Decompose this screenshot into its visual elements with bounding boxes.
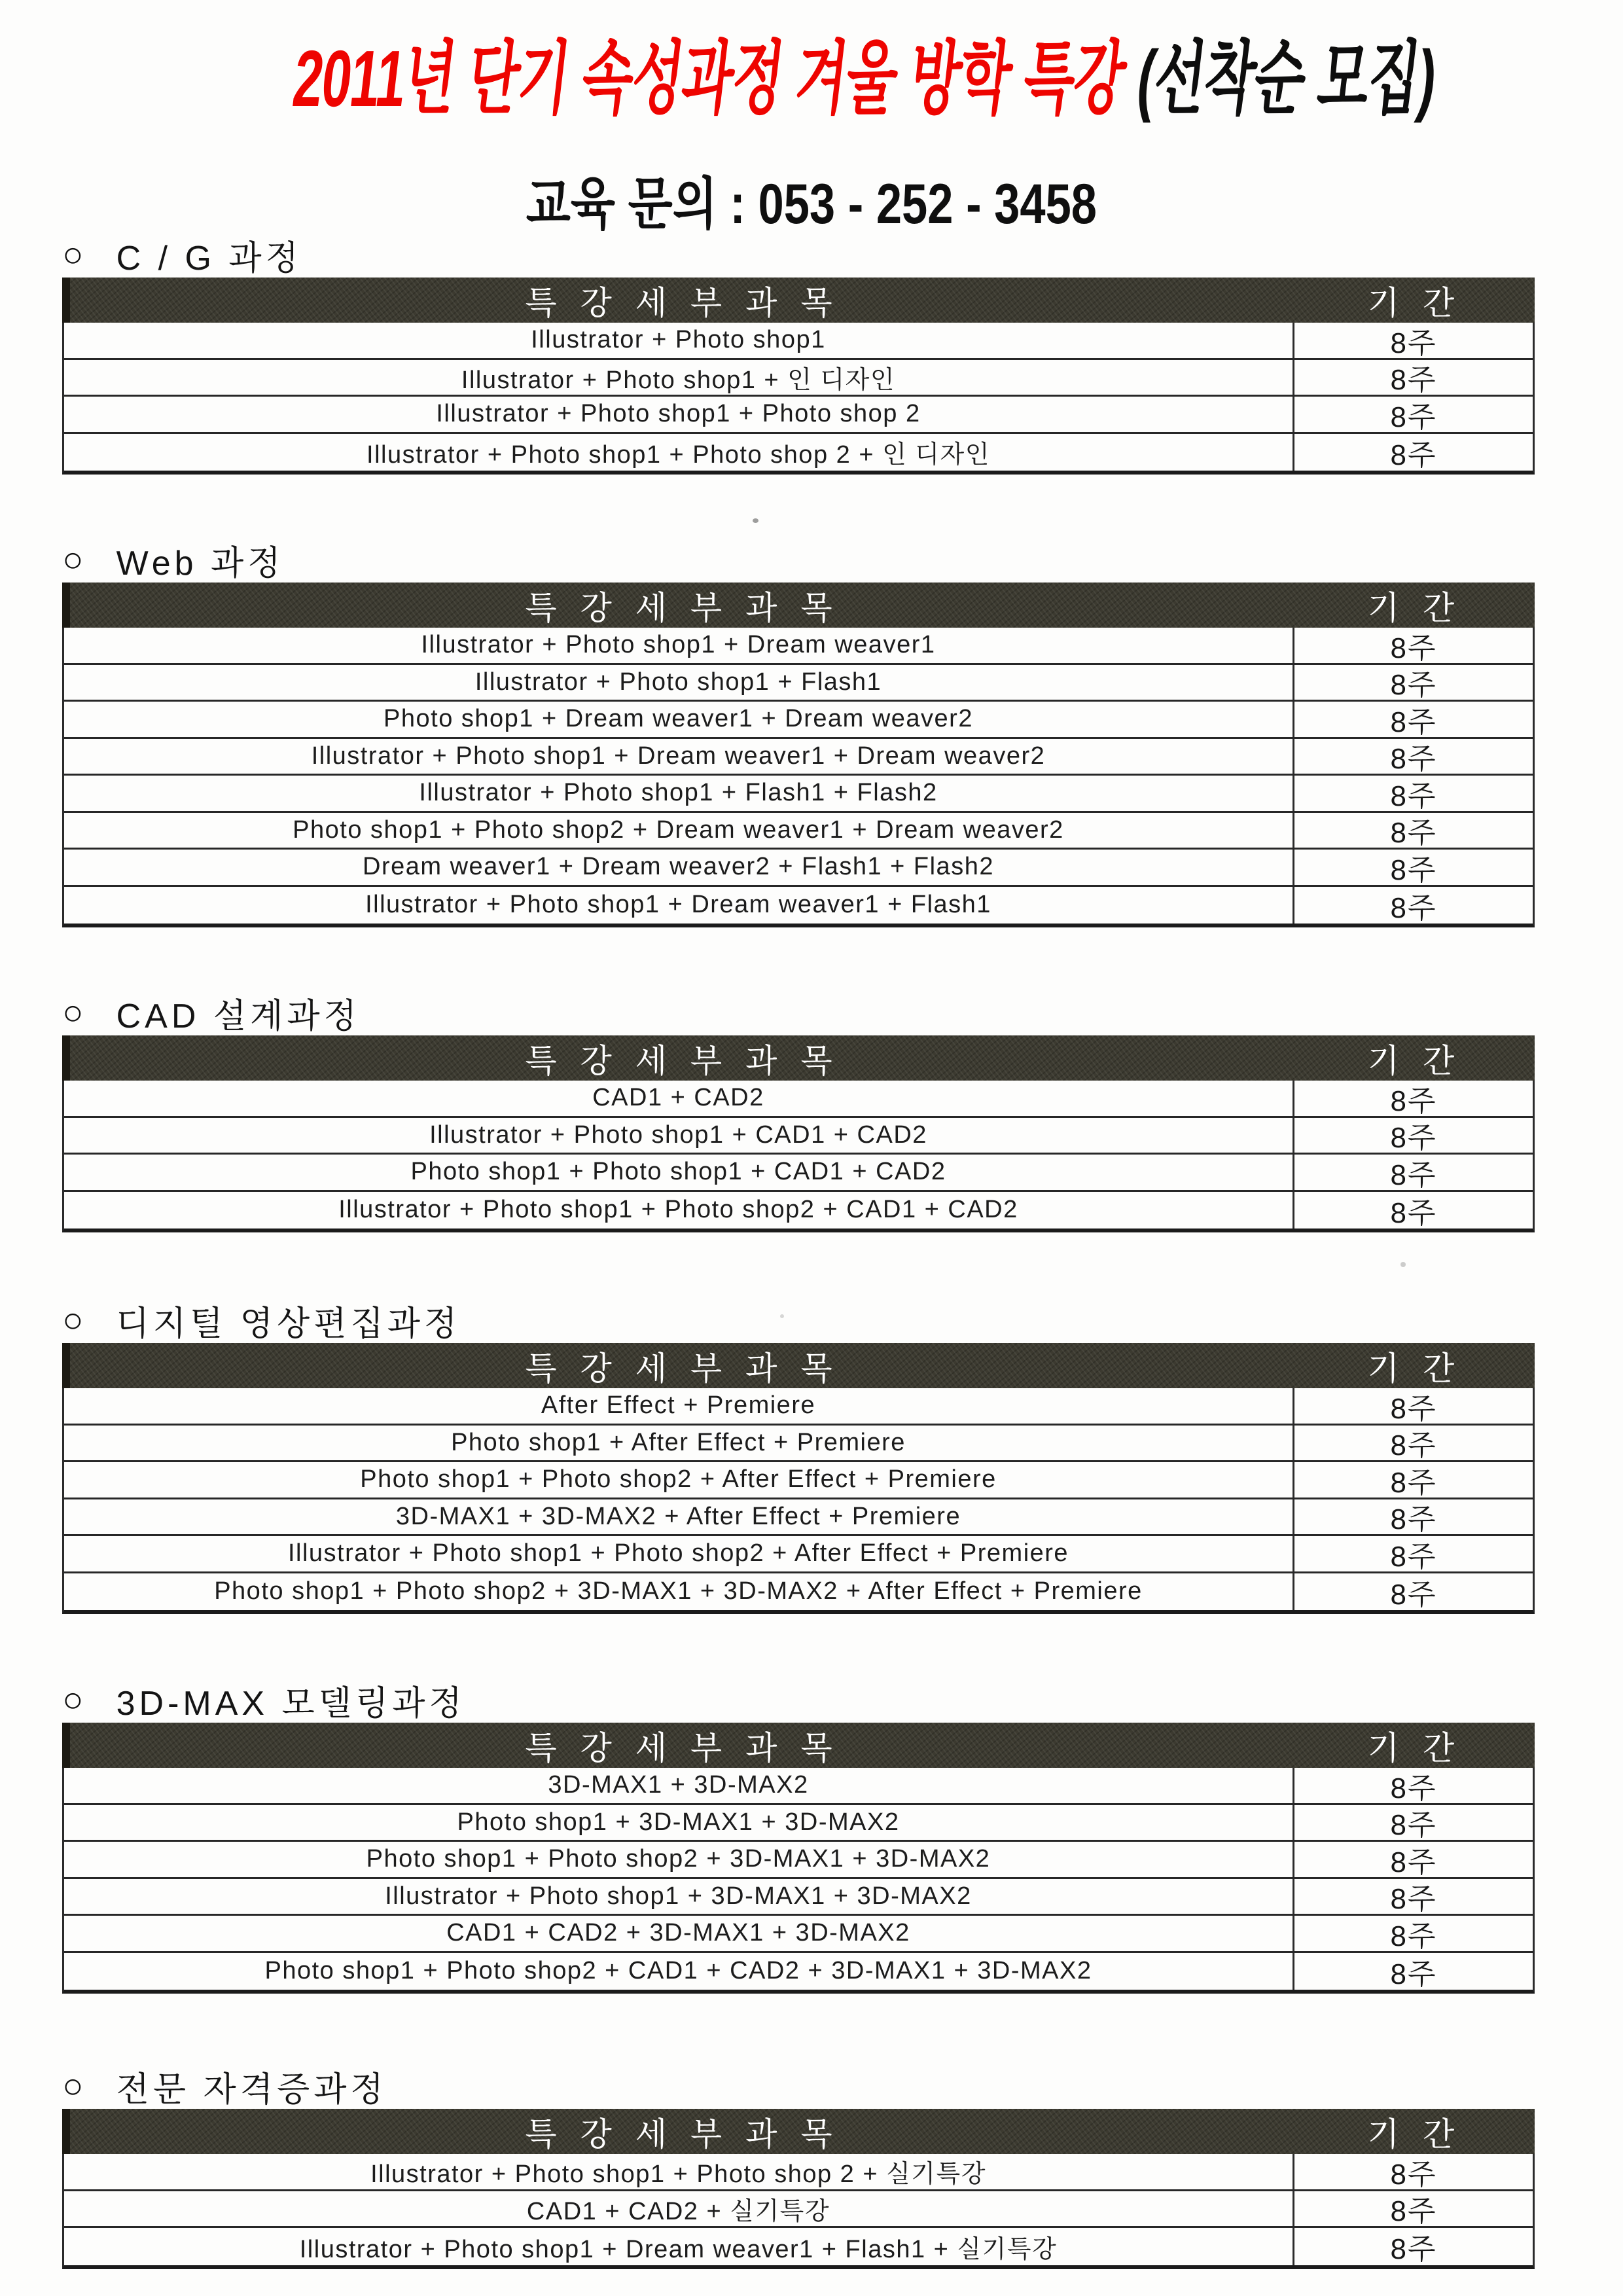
table-row: [64, 887, 1533, 924]
section-title: 디지털 영상편집과정: [116, 1304, 461, 1343]
section-heading: [62, 993, 1535, 1035]
duration-value: 8주: [1390, 1466, 1437, 1499]
duration-value: 8주: [1390, 2233, 1437, 2266]
duration-value: 8주: [1390, 1920, 1437, 1952]
duration-value: 8주: [1390, 1122, 1437, 1155]
course-section: [62, 1681, 1535, 1994]
table-row: [64, 1842, 1533, 1879]
circle-bullet-icon: ○: [62, 540, 88, 579]
table-row: [64, 1805, 1533, 1842]
column-header-period: 기 간: [1367, 284, 1462, 321]
table-body: [62, 1768, 1535, 1994]
table-header-bar: [62, 1723, 1535, 1768]
course-combination: 3D-MAX1 + 3D-MAX2: [64, 1768, 1294, 1803]
duration-value: 8주: [1390, 853, 1437, 886]
duration-value: 8주: [1390, 1158, 1437, 1191]
table-header-bar: [62, 1343, 1535, 1388]
course-combination: Photo shop1 + Photo shop2 + 3D-MAX1 + 3D-MAX2 + After Effect + Premiere: [64, 1573, 1294, 1611]
duration-value: 8주: [1390, 1540, 1437, 1573]
course-combination: Illustrator + Photo shop1 + Flash1: [64, 665, 1294, 700]
column-header-period: 기 간: [1367, 1350, 1462, 1387]
section-heading: [62, 1300, 1535, 1343]
table-row: [64, 628, 1533, 665]
table-row: [64, 397, 1533, 434]
course-combination: Illustrator + Photo shop1 + Photo shop2 + After Effect + Premiere: [64, 1536, 1294, 1571]
duration-value: 8주: [1390, 1503, 1437, 1536]
table-row: [64, 1499, 1533, 1537]
circle-bullet-icon: ○: [62, 2066, 88, 2106]
duration-value: 8주: [1390, 401, 1437, 433]
column-header-period: 기 간: [1367, 2115, 1462, 2153]
table-row: [64, 1916, 1533, 1953]
table-row: [64, 702, 1533, 739]
course-combination: Illustrator + Photo shop1 + Dream weaver1 + Dream weaver2: [64, 739, 1294, 774]
course-combination: CAD1 + CAD2: [64, 1081, 1294, 1116]
table-row: [64, 323, 1533, 360]
title-main: 2011년 단기 속성과정 겨울 방학 특강: [289, 34, 1143, 123]
course-combination: Illustrator + Photo shop1 + Dream weaver1 + Flash1: [64, 887, 1294, 924]
duration-value: 8주: [1390, 1883, 1437, 1916]
circle-bullet-icon: ○: [62, 1680, 88, 1719]
duration-value: 8주: [1390, 891, 1437, 924]
table-row: [64, 1081, 1533, 1118]
section-title: CAD 설계과정: [116, 997, 361, 1035]
duration-value: 8주: [1390, 2158, 1437, 2191]
duration-value: 8주: [1390, 743, 1437, 776]
column-header-subject: 특 강 세 부 과 목: [525, 284, 840, 321]
column-header-subject: 특 강 세 부 과 목: [525, 589, 840, 626]
duration-value: 8주: [1390, 1578, 1437, 1611]
course-section: [62, 994, 1535, 1232]
course-combination: Illustrator + Photo shop1 + CAD1 + CAD2: [64, 1118, 1294, 1153]
table-body: [62, 628, 1535, 927]
course-combination: 3D-MAX1 + 3D-MAX2 + After Effect + Premiere: [64, 1499, 1294, 1535]
duration-value: 8주: [1390, 364, 1437, 397]
duration-value: 8주: [1390, 327, 1437, 359]
course-combination: Illustrator + Photo shop1 + 인 디자인: [64, 360, 1294, 395]
circle-bullet-icon: ○: [62, 993, 88, 1032]
column-header-subject: 특 강 세 부 과 목: [525, 1042, 840, 1079]
course-combination: After Effect + Premiere: [64, 1388, 1294, 1424]
table-row: [64, 434, 1533, 471]
section-title: Web 과정: [116, 544, 285, 583]
course-combination: Photo shop1 + Dream weaver1 + Dream weaver2: [64, 702, 1294, 737]
section-heading: [62, 540, 1535, 583]
course-section: [62, 541, 1535, 927]
table-header-bar: [62, 583, 1535, 628]
duration-value: 8주: [1390, 1429, 1437, 1462]
duration-value: 8주: [1390, 706, 1437, 738]
circle-bullet-icon: ○: [62, 235, 88, 274]
scan-speckle: [461, 1037, 465, 1043]
duration-value: 8주: [1390, 1772, 1437, 1804]
table-row: [64, 1462, 1533, 1499]
section-title: C / G 과정: [116, 239, 302, 278]
section-title: 전문 자격증과정: [116, 2070, 387, 2109]
course-combination: Illustrator + Photo shop1 + Dream weaver1 + Flash1 + 실기특강: [64, 2228, 1294, 2265]
section-title: 3D-MAX 모델링과정: [116, 1684, 466, 1723]
table-row: [64, 1388, 1533, 1426]
course-section: [62, 1301, 1535, 1614]
table-row: [64, 850, 1533, 887]
contact-line: [0, 158, 1623, 240]
course-combination: Photo shop1 + Photo shop2 + Dream weaver1 + Dream weaver2: [64, 813, 1294, 848]
table-body: [62, 323, 1535, 475]
table-row: [64, 1953, 1533, 1990]
column-header-period: 기 간: [1367, 1729, 1462, 1767]
table-row: [64, 1879, 1533, 1916]
table-row: [64, 1768, 1533, 1805]
duration-value: 8주: [1390, 1196, 1437, 1229]
circle-bullet-icon: ○: [62, 1300, 88, 1340]
table-row: [64, 1118, 1533, 1155]
course-section: [62, 236, 1535, 475]
duration-value: 8주: [1390, 2195, 1437, 2228]
course-combination: Photo shop1 + 3D-MAX1 + 3D-MAX2: [64, 1805, 1294, 1840]
table-row: [64, 1573, 1533, 1611]
course-combination: Illustrator + Photo shop1 + Photo shop 2: [64, 397, 1294, 432]
course-combination: Photo shop1 + Photo shop2 + 3D-MAX1 + 3D-MAX2: [64, 1842, 1294, 1877]
table-row: [64, 776, 1533, 813]
scan-speckle: [780, 1314, 784, 1318]
course-combination: Illustrator + Photo shop1: [64, 323, 1294, 358]
duration-value: 8주: [1390, 780, 1437, 812]
table-header-bar: [62, 278, 1535, 323]
table-row: [64, 1536, 1533, 1573]
course-combination: Photo shop1 + Photo shop2 + After Effect + Premiere: [64, 1462, 1294, 1498]
course-combination: Illustrator + Photo shop1 + Dream weaver1: [64, 628, 1294, 663]
page-title-text: [289, 34, 1440, 124]
scan-speckle: [1400, 1262, 1406, 1267]
contact-phone: 교육 문의 : 053 - 252 - 3458: [526, 173, 1097, 236]
course-combination: Illustrator + Photo shop1 + Photo shop 2 + 실기특강: [64, 2154, 1294, 2189]
course-combination: Illustrator + Photo shop1 + 3D-MAX1 + 3D-MAX2: [64, 1879, 1294, 1914]
duration-value: 8주: [1390, 669, 1437, 702]
table-row: [64, 2154, 1533, 2191]
column-header-period: 기 간: [1367, 589, 1462, 626]
duration-value: 8주: [1390, 1392, 1437, 1425]
section-heading: [62, 1680, 1535, 1723]
course-combination: Photo shop1 + Photo shop1 + CAD1 + CAD2: [64, 1155, 1294, 1190]
column-header-subject: 특 강 세 부 과 목: [525, 1350, 840, 1387]
table-header-bar: [62, 2109, 1535, 2154]
column-header-subject: 특 강 세 부 과 목: [525, 2115, 840, 2153]
duration-value: 8주: [1390, 1846, 1437, 1878]
duration-value: 8주: [1390, 1958, 1437, 1990]
table-body: [62, 1081, 1535, 1232]
table-row: [64, 665, 1533, 702]
table-row: [64, 2191, 1533, 2229]
table-header-bar: [62, 1035, 1535, 1081]
table-body: [62, 1388, 1535, 1614]
course-combination: Photo shop1 + After Effect + Premiere: [64, 1426, 1294, 1461]
course-combination: CAD1 + CAD2 + 3D-MAX1 + 3D-MAX2: [64, 1916, 1294, 1951]
column-header-subject: 특 강 세 부 과 목: [525, 1729, 840, 1767]
table-row: [64, 1426, 1533, 1463]
duration-value: 8주: [1390, 439, 1437, 471]
scan-speckle: [753, 518, 758, 523]
course-combination: CAD1 + CAD2 + 실기특강: [64, 2191, 1294, 2227]
course-combination: Photo shop1 + Photo shop2 + CAD1 + CAD2 + 3D-MAX1 + 3D-MAX2: [64, 1953, 1294, 1990]
column-header-period: 기 간: [1367, 1042, 1462, 1079]
table-row: [64, 2228, 1533, 2265]
course-combination: Dream weaver1 + Dream weaver2 + Flash1 + Flash2: [64, 850, 1294, 885]
duration-value: 8주: [1390, 632, 1437, 664]
table-row: [64, 1192, 1533, 1229]
table-row: [64, 360, 1533, 397]
page-title: [0, 34, 1623, 124]
table-body: [62, 2154, 1535, 2269]
table-row: [64, 813, 1533, 850]
duration-value: 8주: [1390, 817, 1437, 850]
course-combination: Illustrator + Photo shop1 + Flash1 + Flash2: [64, 776, 1294, 811]
section-heading: [62, 235, 1535, 278]
duration-value: 8주: [1390, 1809, 1437, 1842]
course-section: [62, 2067, 1535, 2269]
duration-value: 8주: [1390, 1085, 1437, 1117]
course-combination: Illustrator + Photo shop1 + Photo shop2 + CAD1 + CAD2: [64, 1192, 1294, 1229]
table-row: [64, 1155, 1533, 1192]
course-combination: Illustrator + Photo shop1 + Photo shop 2 + 인 디자인: [64, 434, 1294, 471]
section-heading: [62, 2066, 1535, 2109]
table-row: [64, 739, 1533, 776]
title-recruit-note: (선착순 모집): [1133, 34, 1441, 123]
